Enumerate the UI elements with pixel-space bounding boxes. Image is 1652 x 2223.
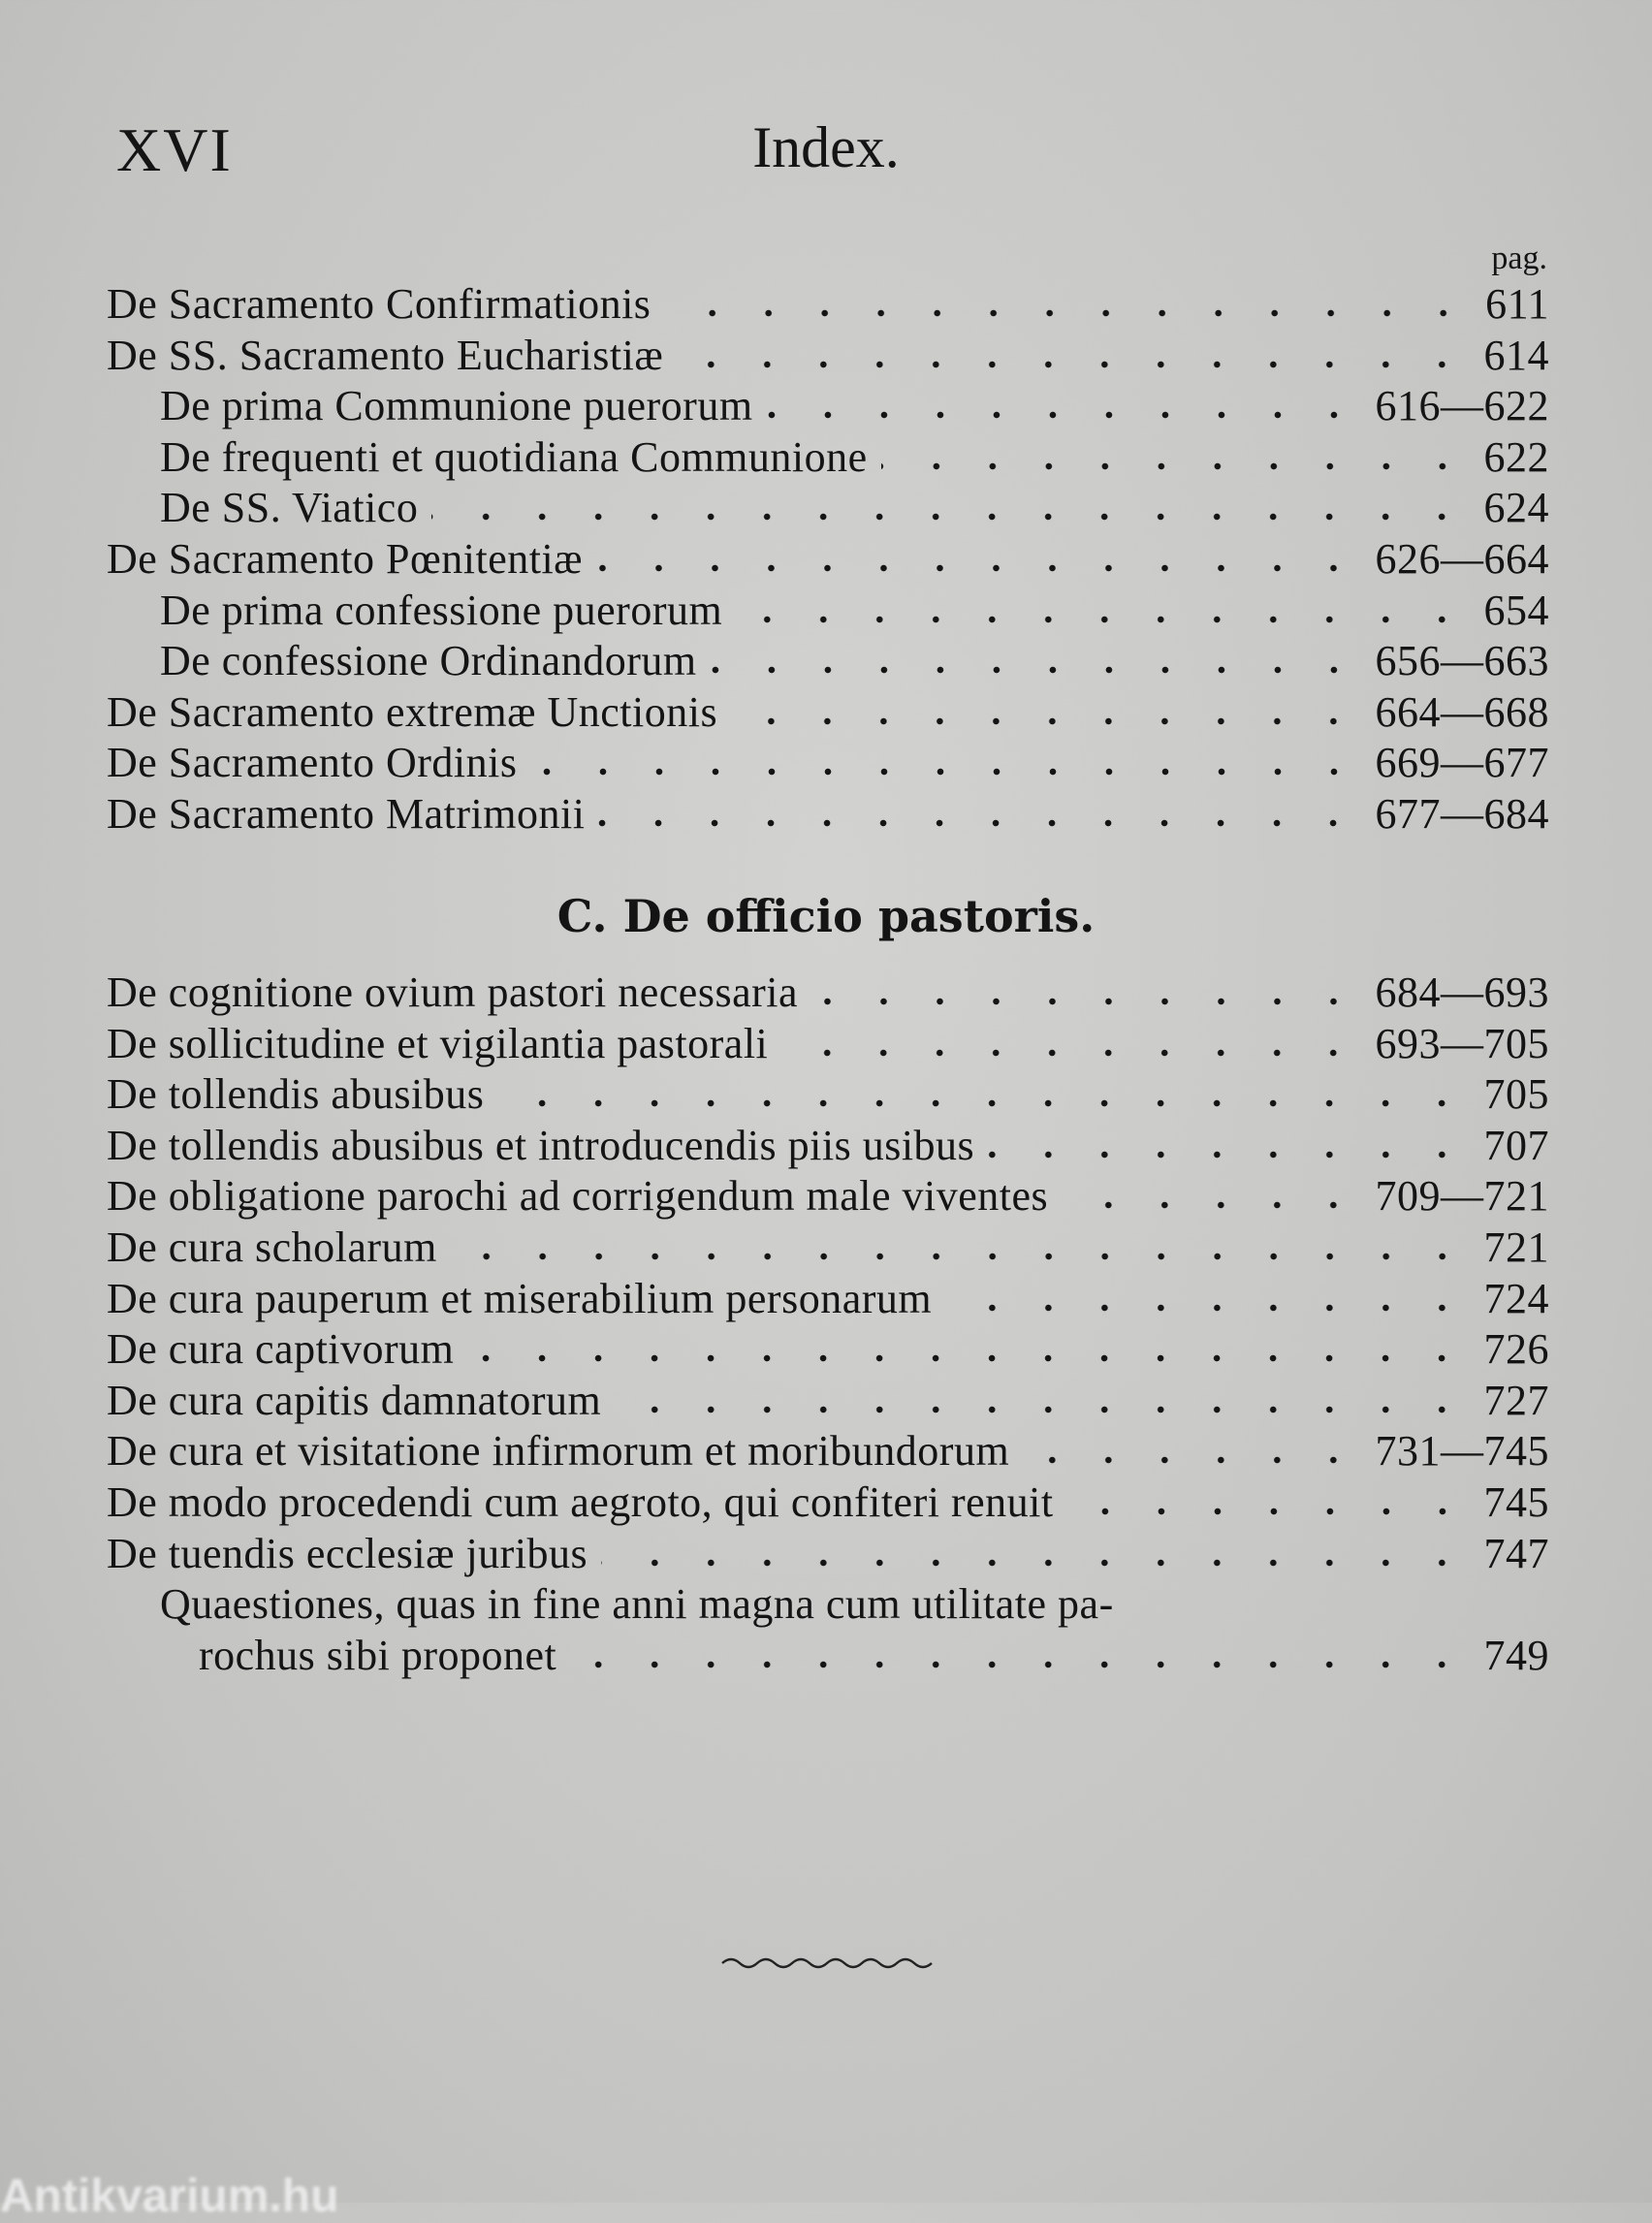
entry-title: De Sacramento extremæ Unctionis [107, 687, 718, 736]
index-entry [107, 331, 1549, 382]
entry-page: 707 [1483, 1121, 1549, 1169]
index-entry [107, 968, 1549, 1019]
index-group-sacraments [107, 279, 1549, 841]
entry-title: De confessione Ordinandorum [160, 637, 697, 685]
entry-title: De cura pauperum et miserabilium personarum [107, 1274, 933, 1322]
index-entry [107, 534, 1549, 586]
entry-page: 614 [1483, 331, 1549, 379]
page-title: Index. [752, 115, 900, 179]
entry-title: De Sacramento Matrimonii [107, 789, 586, 838]
entry-title: De Sacramento Ordinis [107, 739, 518, 787]
index-entry [107, 636, 1549, 687]
index-entry [107, 1529, 1549, 1580]
index-entry [107, 1069, 1549, 1121]
index-entry [107, 687, 1549, 739]
entry-title: De SS. Viatico [160, 484, 419, 532]
entry-page: 727 [1483, 1376, 1549, 1424]
dot-leader [731, 716, 1361, 726]
pag-label: pag. [1491, 240, 1547, 276]
entry-page: 622 [1483, 432, 1549, 481]
entry-title: De tollendis abusibus et introducendis piis usibus [107, 1121, 975, 1169]
entry-page: 669—677 [1375, 739, 1549, 787]
dot-leader [431, 512, 1470, 522]
dot-leader [467, 1353, 1470, 1363]
dot-leader [736, 615, 1470, 624]
index-entry [107, 1171, 1549, 1223]
index-entry [107, 1376, 1549, 1427]
index-entry [107, 1274, 1549, 1325]
dot-leader [531, 767, 1362, 777]
dot-leader [677, 360, 1470, 369]
entry-title: De cura captivorum [107, 1325, 455, 1374]
entry-page: 705 [1483, 1070, 1549, 1119]
entry-title: De cura et visitatione infirmorum et moribundorum [107, 1427, 1010, 1476]
entry-title: Quaestiones, quas in fine anni magna cum utilitate pa- [160, 1580, 1114, 1629]
dot-leader [711, 665, 1362, 675]
entry-title: De sollicitudine et vigilantia pastorali [107, 1019, 769, 1067]
page-number: XVI [116, 115, 233, 184]
index-entry [107, 432, 1549, 484]
entry-title: De prima Communione puerorum [160, 382, 753, 430]
index-entry [107, 483, 1549, 534]
dot-leader [615, 1405, 1470, 1414]
entry-title: De cura capitis damnatorum [107, 1376, 602, 1424]
entry-page: 745 [1483, 1477, 1549, 1526]
index-entry [107, 586, 1549, 637]
entry-page: 721 [1483, 1223, 1549, 1271]
entry-title: De obligatione parochi ad corrigendum male viventes [107, 1172, 1049, 1221]
entry-page: 731—745 [1375, 1427, 1549, 1476]
entry-page: 626—664 [1375, 534, 1549, 583]
index-entry [107, 1121, 1549, 1172]
entry-title: De prima confessione puerorum [160, 586, 723, 634]
watermark-logo: Antikvarium.hu [0, 2171, 339, 2222]
dot-leader [811, 997, 1361, 1006]
dot-leader [781, 1048, 1361, 1058]
dot-leader [598, 818, 1361, 828]
entry-title: De modo procedendi cum aegroto, qui confiteri renuit [107, 1477, 1054, 1526]
index-entry-line1 [107, 1579, 1549, 1631]
entry-title: De frequenti et quotidiana Communione [160, 432, 868, 481]
dot-leader [945, 1303, 1470, 1313]
dot-leader [988, 1150, 1470, 1159]
index-entry [107, 1019, 1549, 1070]
entry-page: 693—705 [1375, 1019, 1549, 1067]
entry-title: De SS. Sacramento Eucharistiæ [107, 331, 664, 379]
entry-page: 664—668 [1375, 687, 1549, 736]
entry-page: 709—721 [1375, 1172, 1549, 1221]
index-entry-line2 [107, 1631, 1549, 1682]
index-entry [107, 1426, 1549, 1477]
entry-page: 684—693 [1375, 969, 1549, 1016]
section-heading: C. De officio pastoris. [556, 890, 1096, 942]
entry-title: De cura scholarum [107, 1223, 437, 1271]
dot-leader [664, 308, 1472, 318]
index-entry [107, 279, 1549, 331]
index-entry [107, 1477, 1549, 1529]
dot-leader [596, 563, 1361, 573]
entry-page: 616—622 [1375, 382, 1549, 430]
dot-leader [881, 461, 1471, 471]
entry-title: De Sacramento Pœnitentiæ [107, 534, 584, 583]
dot-leader [1023, 1455, 1361, 1465]
index-entry [107, 789, 1549, 841]
entry-page: 654 [1483, 586, 1549, 634]
entry-page: 624 [1483, 484, 1549, 532]
index-entry [107, 381, 1549, 432]
entry-page: 656—663 [1375, 637, 1549, 685]
dot-leader [767, 410, 1362, 420]
index-entry [107, 1324, 1549, 1376]
entry-title: rochus sibi proponet [199, 1631, 557, 1679]
entry-page: 611 [1485, 280, 1549, 328]
entry-page: 749 [1483, 1631, 1549, 1679]
dot-leader [570, 1660, 1470, 1669]
entry-page: 747 [1483, 1529, 1549, 1577]
dot-leader [601, 1558, 1470, 1568]
dot-leader [451, 1252, 1471, 1261]
entry-page: 724 [1483, 1274, 1549, 1322]
entry-title: De tollendis abusibus [107, 1070, 485, 1119]
dot-leader [497, 1098, 1470, 1108]
entry-title: De Sacramento Confirmationis [107, 280, 651, 328]
dot-leader [1062, 1200, 1361, 1210]
index-group-pastoral [107, 968, 1549, 1681]
entry-title: De tuendis ecclesiæ juribus [107, 1529, 588, 1577]
index-entry [107, 738, 1549, 789]
entry-page: 677—684 [1375, 789, 1549, 838]
entry-page: 726 [1483, 1325, 1549, 1374]
index-entry [107, 1223, 1549, 1274]
dot-leader [1067, 1507, 1471, 1516]
entry-title: De cognitione ovium pastori necessaria [107, 969, 799, 1016]
ornament-rule [720, 1949, 943, 1978]
